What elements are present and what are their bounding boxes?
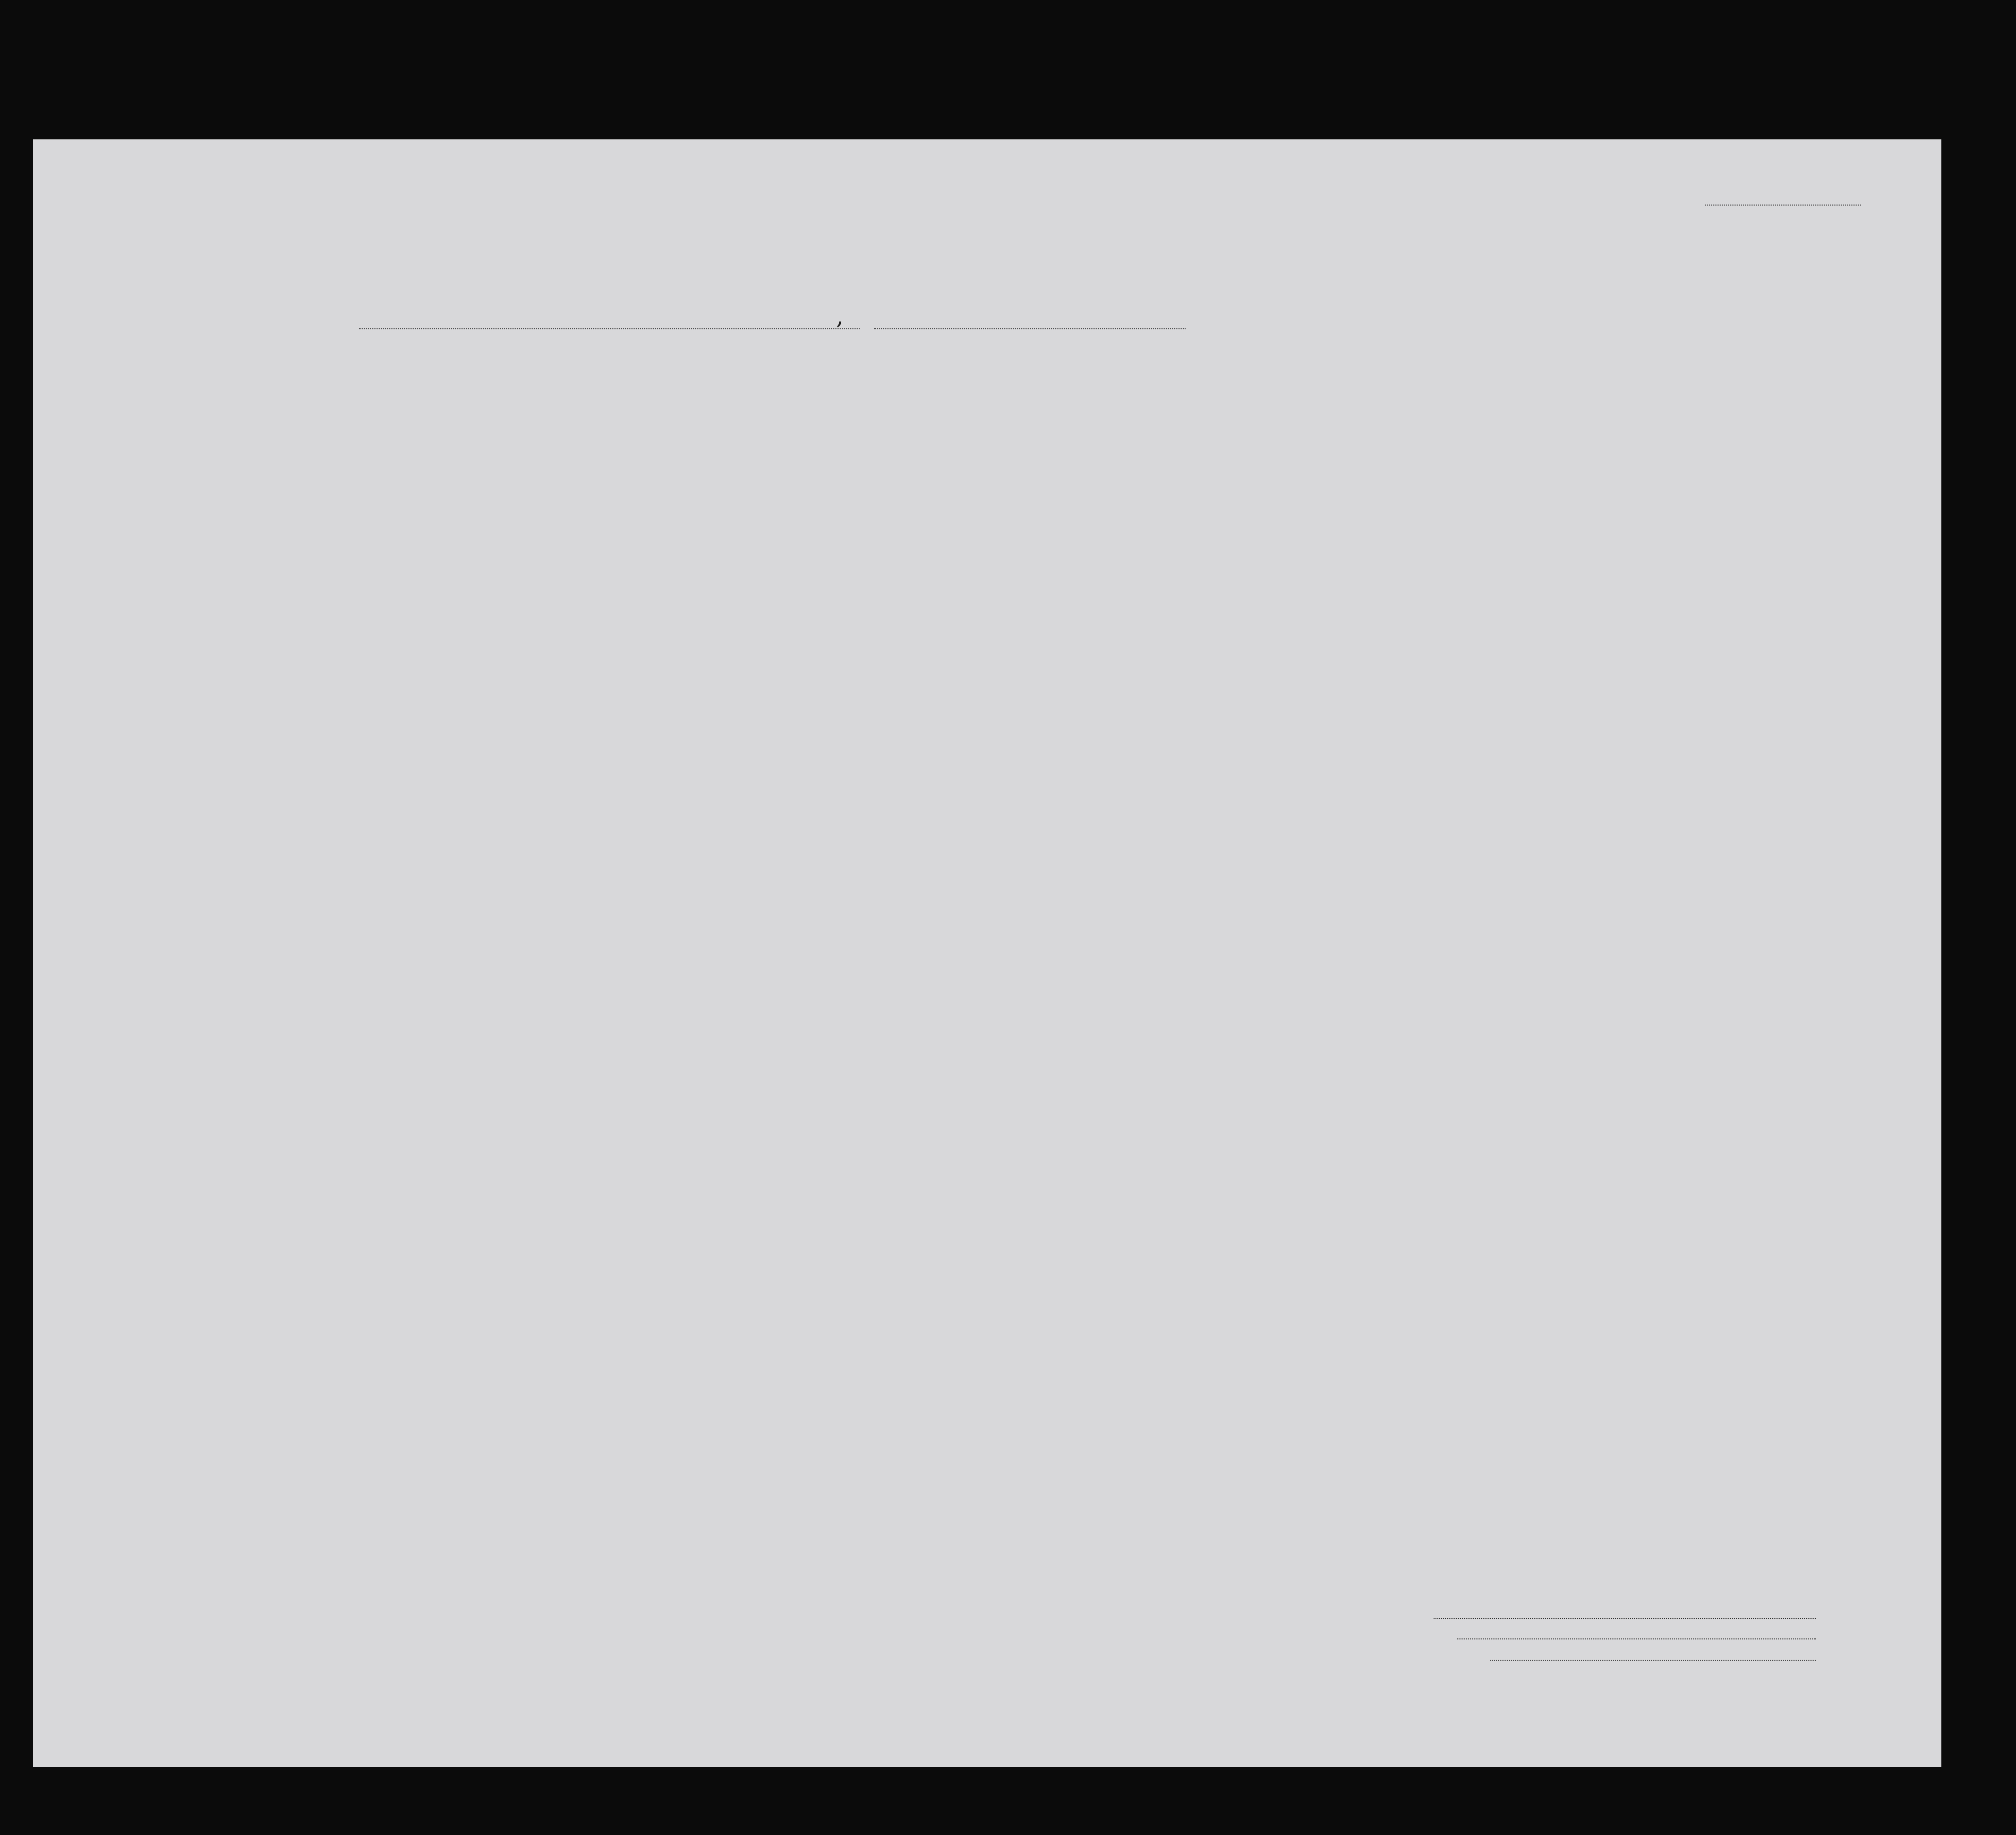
form-grid	[33, 139, 1941, 1767]
list-underline	[1705, 205, 1861, 206]
date-underline	[874, 328, 1186, 329]
comma-separator: ,	[836, 302, 844, 330]
port-underline	[359, 328, 860, 329]
line-underline	[1434, 1618, 1816, 1619]
agents-underline	[1490, 1660, 1816, 1661]
manifest-sheet	[33, 139, 1941, 1767]
owners-underline	[1457, 1638, 1816, 1639]
